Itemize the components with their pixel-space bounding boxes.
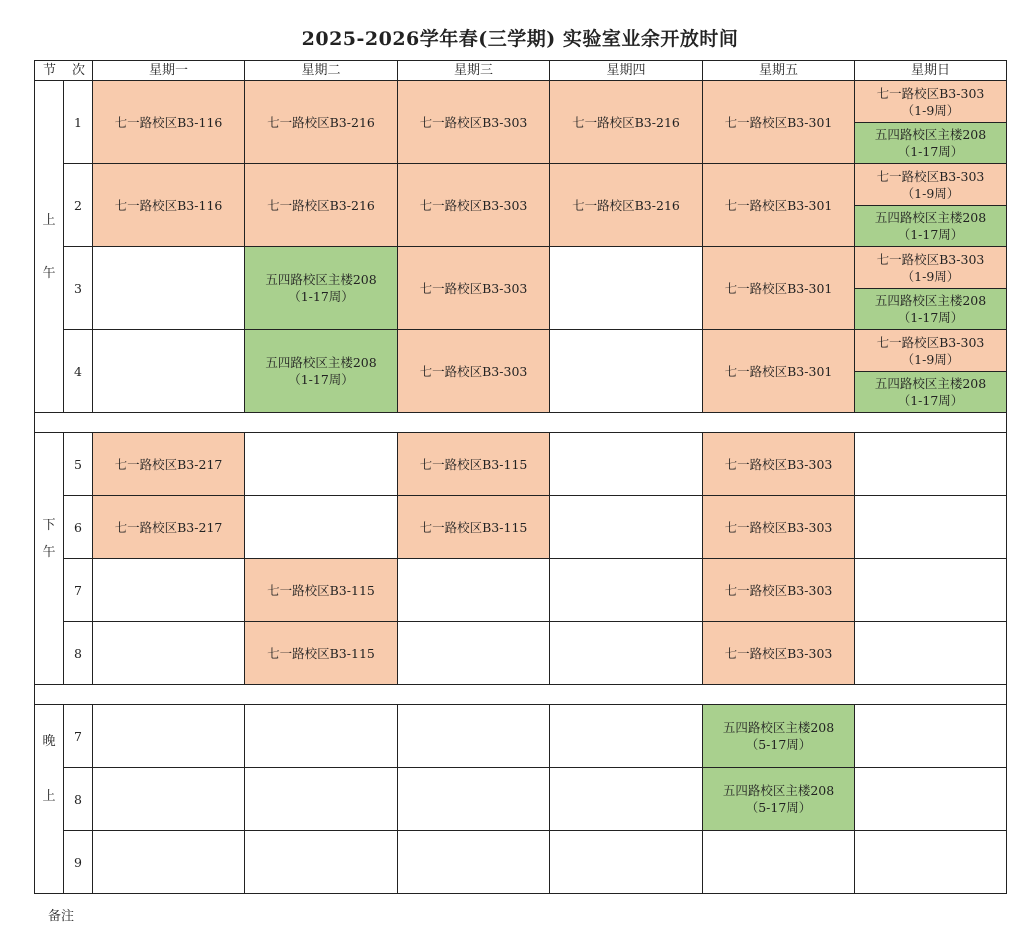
table-row [35,164,1007,206]
cell-line: （1-9周） [901,351,960,367]
cell-mon-e7 [93,705,245,768]
cell-sun-m4-top [855,330,1007,372]
cell-wed-m1: 七一路校区B3-303 [398,81,550,164]
cell-wed-a6: 七一路校区B3-115 [398,496,550,559]
cell-thu-e7 [550,705,703,768]
remarks-label: 备注 [48,909,75,924]
cell-line: 五四路校区主楼208 [265,355,377,370]
cell-sun-e8 [855,768,1007,831]
cell-sun-a8 [855,622,1007,685]
cell-line: （1-9周） [901,185,960,201]
cell-thu-m2: 七一路校区B3-216 [550,164,703,247]
slot-number: 4 [64,330,93,413]
cell-sun-m3-bottom [855,289,1007,330]
period-afternoon [35,433,64,685]
cell-mon-a6: 七一路校区B3-217 [93,496,245,559]
cell-line: （1-17周） [897,227,964,242]
cell-fri-a8: 七一路校区B3-303 [703,622,855,685]
cell-fri-a7: 七一路校区B3-303 [703,559,855,622]
cell-fri-m4: 七一路校区B3-301 [703,330,855,413]
period-evening [35,705,64,894]
cell-mon-m1: 七一路校区B3-116 [93,81,245,164]
separator [35,413,1007,433]
cell-tue-a7: 七一路校区B3-115 [245,559,398,622]
cell-mon-a5: 七一路校区B3-217 [93,433,245,496]
table-row [35,831,1007,894]
slot-number: 9 [64,831,93,894]
cell-tue-a8: 七一路校区B3-115 [245,622,398,685]
slot-number: 8 [64,622,93,685]
header-jie: 节 [43,63,57,78]
table-row [35,496,1007,559]
cell-line: （1-17周） [288,289,354,304]
cell-line: （5-17周） [745,737,812,752]
cell-wed-a8 [398,622,550,685]
cell-sun-e9 [855,831,1007,894]
cell-tue-a5 [245,433,398,496]
period-char: 上 [42,789,56,804]
header-ci: 次 [71,63,85,78]
cell-fri-a6: 七一路校区B3-303 [703,496,855,559]
cell-wed-m3: 七一路校区B3-303 [398,247,550,330]
period-spacer [35,534,63,544]
cell-mon-a8 [93,622,245,685]
cell-sun-m2-top [855,164,1007,206]
cell-thu-m4 [550,330,703,413]
page-title: 2025-2026学年春(三学期) 实验室业余开放时间 [301,28,739,50]
cell-tue-m3 [245,247,398,330]
separator [35,685,1007,705]
cell-line: （1-17周） [897,144,964,159]
cell-line: （1-17周） [897,310,964,325]
period-morning [35,81,64,413]
period-char: 下 [42,517,56,533]
cell-thu-m3 [550,247,703,330]
period-spacer [35,723,63,733]
slot-number: 6 [64,496,93,559]
cell-tue-m4 [245,330,398,413]
slot-number: 7 [64,559,93,622]
cell-sun-m3-top [855,247,1007,289]
slot-number: 7 [64,705,93,768]
separator-row [35,413,1007,433]
cell-sun-m4-bottom [855,372,1007,413]
cell-sun-m2-bottom [855,206,1007,247]
table-row [35,433,1007,496]
period-spacer [35,561,63,661]
period-char: 晚 [42,734,56,749]
cell-fri-e9 [703,831,855,894]
cell-mon-a7 [93,559,245,622]
header-day-mon: 星期一 [93,61,245,81]
cell-mon-e9 [93,831,245,894]
cell-thu-m1: 七一路校区B3-216 [550,81,703,164]
cell-tue-e7 [245,705,398,768]
cell-wed-e7 [398,705,550,768]
table-row [35,81,1007,123]
cell-mon-m4 [93,330,245,413]
slot-number: 5 [64,433,93,496]
cell-line: 七一路校区B3-303 [876,251,985,267]
separator-row [35,685,1007,705]
cell-line: 七一路校区B3-303 [876,168,985,184]
header-day-fri: 星期五 [703,61,855,81]
header-day-thu: 星期四 [550,61,703,81]
cell-mon-m3 [93,247,245,330]
cell-fri-m1: 七一路校区B3-301 [703,81,855,164]
header-jie-ci [35,61,93,81]
cell-sun-m1-top [855,81,1007,123]
cell-line: （5-17周） [745,800,812,815]
cell-line: 五四路校区主楼208 [265,272,377,287]
cell-tue-e8 [245,768,398,831]
cell-line: 五四路校区主楼208 [874,376,987,391]
cell-wed-m2: 七一路校区B3-303 [398,164,550,247]
cell-line: 七一路校区B3-303 [876,334,985,350]
slot-number: 1 [64,81,93,164]
slot-number: 2 [64,164,93,247]
cell-wed-a7 [398,559,550,622]
table-row [35,330,1007,372]
table-row [35,559,1007,622]
cell-line: （1-9周） [901,102,960,118]
period-spacer [35,750,63,788]
header-day-sun: 星期日 [855,61,1007,81]
cell-thu-e9 [550,831,703,894]
cell-line: 五四路校区主楼208 [874,293,987,308]
cell-sun-a6 [855,496,1007,559]
cell-tue-e9 [245,831,398,894]
cell-wed-m4: 七一路校区B3-303 [398,330,550,413]
cell-fri-a5: 七一路校区B3-303 [703,433,855,496]
table-row [35,622,1007,685]
schedule-table [34,60,1007,894]
cell-line: 五四路校区主楼208 [722,783,835,798]
cell-line: （1-17周） [288,372,354,387]
cell-line: （1-17周） [897,393,964,408]
slot-number: 3 [64,247,93,330]
cell-fri-e7 [703,705,855,768]
header-row [35,61,1007,81]
cell-wed-e9 [398,831,550,894]
cell-tue-m2: 七一路校区B3-216 [245,164,398,247]
cell-sun-e7 [855,705,1007,768]
cell-sun-m1-bottom [855,123,1007,164]
cell-thu-a7 [550,559,703,622]
cell-sun-a7 [855,559,1007,622]
cell-thu-a6 [550,496,703,559]
cell-line: 五四路校区主楼208 [874,127,987,142]
cell-mon-e8 [93,768,245,831]
cell-tue-a6 [245,496,398,559]
header-day-wed: 星期三 [398,61,550,81]
cell-fri-m3: 七一路校区B3-301 [703,247,855,330]
header-day-tue: 星期二 [245,61,398,81]
cell-sun-a5 [855,433,1007,496]
table-row [35,705,1007,768]
cell-wed-a5: 七一路校区B3-115 [398,433,550,496]
cell-thu-a5 [550,433,703,496]
period-spacer [35,229,63,265]
slot-number: 8 [64,768,93,831]
table-row [35,247,1007,289]
period-char: 午 [42,544,56,560]
table-row [35,768,1007,831]
period-spacer [35,457,63,517]
period-char: 上 [42,212,56,228]
cell-wed-e8 [398,768,550,831]
cell-fri-e8 [703,768,855,831]
cell-thu-e8 [550,768,703,831]
cell-line: 五四路校区主楼208 [722,720,835,735]
cell-line: 五四路校区主楼208 [874,210,987,225]
cell-line: 七一路校区B3-303 [876,85,985,101]
cell-mon-m2: 七一路校区B3-116 [93,164,245,247]
cell-tue-m1: 七一路校区B3-216 [245,81,398,164]
period-char: 午 [42,265,56,281]
cell-fri-m2: 七一路校区B3-301 [703,164,855,247]
cell-thu-a8 [550,622,703,685]
period-spacer [35,805,63,875]
cell-line: （1-9周） [901,268,960,284]
